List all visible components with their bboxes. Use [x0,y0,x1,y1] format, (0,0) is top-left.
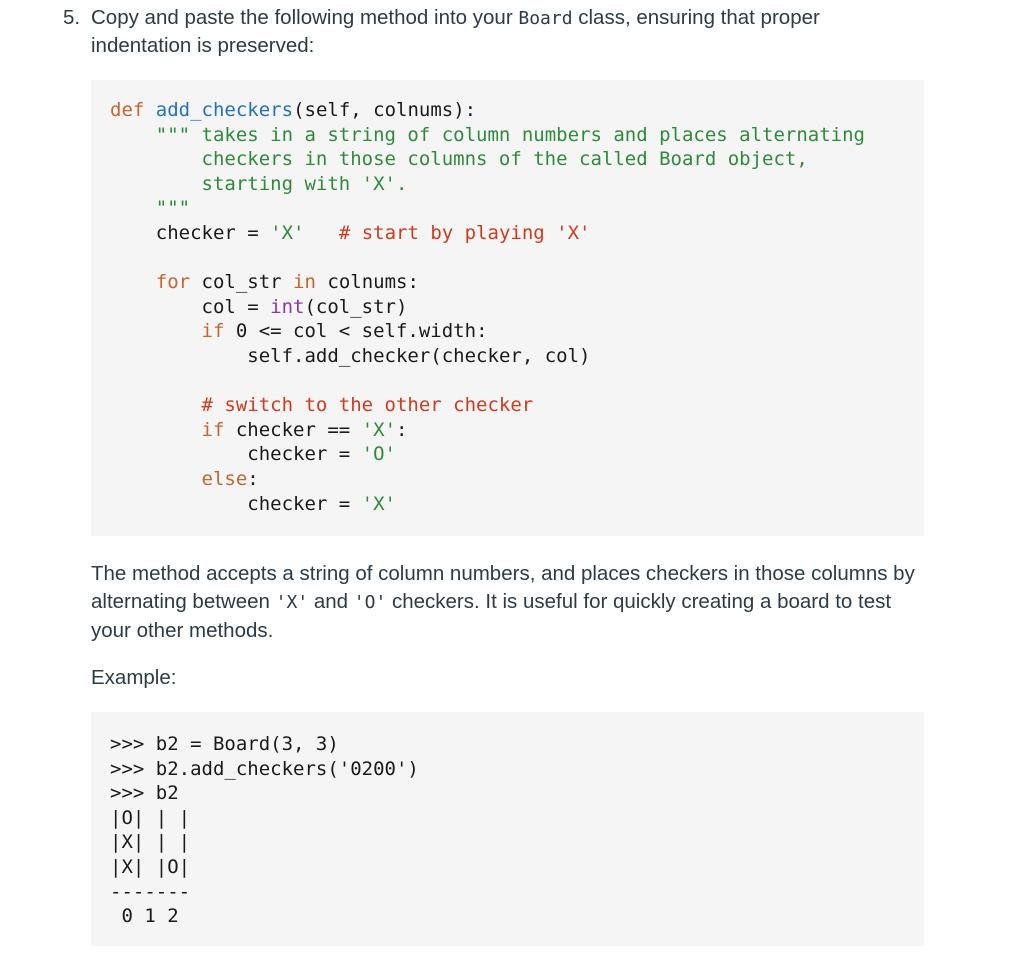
method-code-block [91,80,924,536]
code-token: (col_str) [304,295,408,318]
code-token: 'X' [361,492,396,515]
board-row: |O| | | [110,806,191,829]
code-token: 'X' [361,418,397,441]
code-token: for [155,271,191,294]
code-token: if [201,320,225,343]
board-column-labels: 0 1 2 [110,905,179,928]
board-divider: ------- [110,880,191,903]
method-code [110,80,924,516]
example-code [110,712,924,929]
code-token: (self, colnums): [293,99,477,121]
step-text [91,4,911,59]
code-comment: # switch to the other checker [201,394,534,417]
example-code-block [91,712,924,946]
code-docstring: """ [155,197,191,220]
code-token: def [110,99,145,121]
board-row: |X| |O| [110,855,191,878]
description-text: and [308,590,354,613]
inline-code-x: 'X' [275,592,309,613]
code-token: else [201,467,248,490]
code-token: add_checkers [155,99,294,121]
step-number: 5. [63,6,81,29]
step-text-after: class, ensuring that proper indentation is preserved: [91,6,820,57]
code-token: in [293,271,316,294]
inline-code-board: Board [518,8,573,29]
code-comment: # start by playing 'X' [338,221,591,244]
code-token: 'O' [361,443,396,466]
method-description [91,560,931,645]
code-token: colnums: [315,271,419,294]
code-token: checker = [247,492,362,515]
code-token: col = [201,295,271,318]
code-line: >>> b2.add_checkers('0200') [110,757,419,780]
code-token: 'X' [270,221,305,244]
code-token: checker = [155,221,271,244]
code-docstring: starting with 'X'. [201,172,408,195]
code-line: >>> b2 [110,782,179,805]
code-token: : [396,418,408,441]
code-docstring: """ takes in a string of column numbers and places alternating [155,123,865,146]
description-text: checkers. It is useful for quickly creating a board to test your other methods. [91,590,892,642]
code-token: 0 <= col < self.width: [224,320,488,343]
code-docstring: checkers in those columns of the called Board object, [201,148,808,171]
code-token: checker = [247,443,362,466]
code-token: col_str [190,271,294,294]
code-line: >>> b2 = Board(3, 3) [110,733,339,755]
code-token: if [201,418,225,441]
code-token: self.add_checker(checker, col) [247,344,591,367]
code-token: : [247,467,259,490]
code-token: int [270,295,305,318]
step-text-before: Copy and paste the following method into your [91,6,519,29]
code-token: checker == [224,418,362,441]
example-label: Example: [91,666,177,689]
inline-code-o: 'O' [353,592,387,613]
description-text: The method accepts a string of column numbers, and places checkers in those columns by alternating between [91,562,915,613]
board-row: |X| | | [110,831,191,854]
